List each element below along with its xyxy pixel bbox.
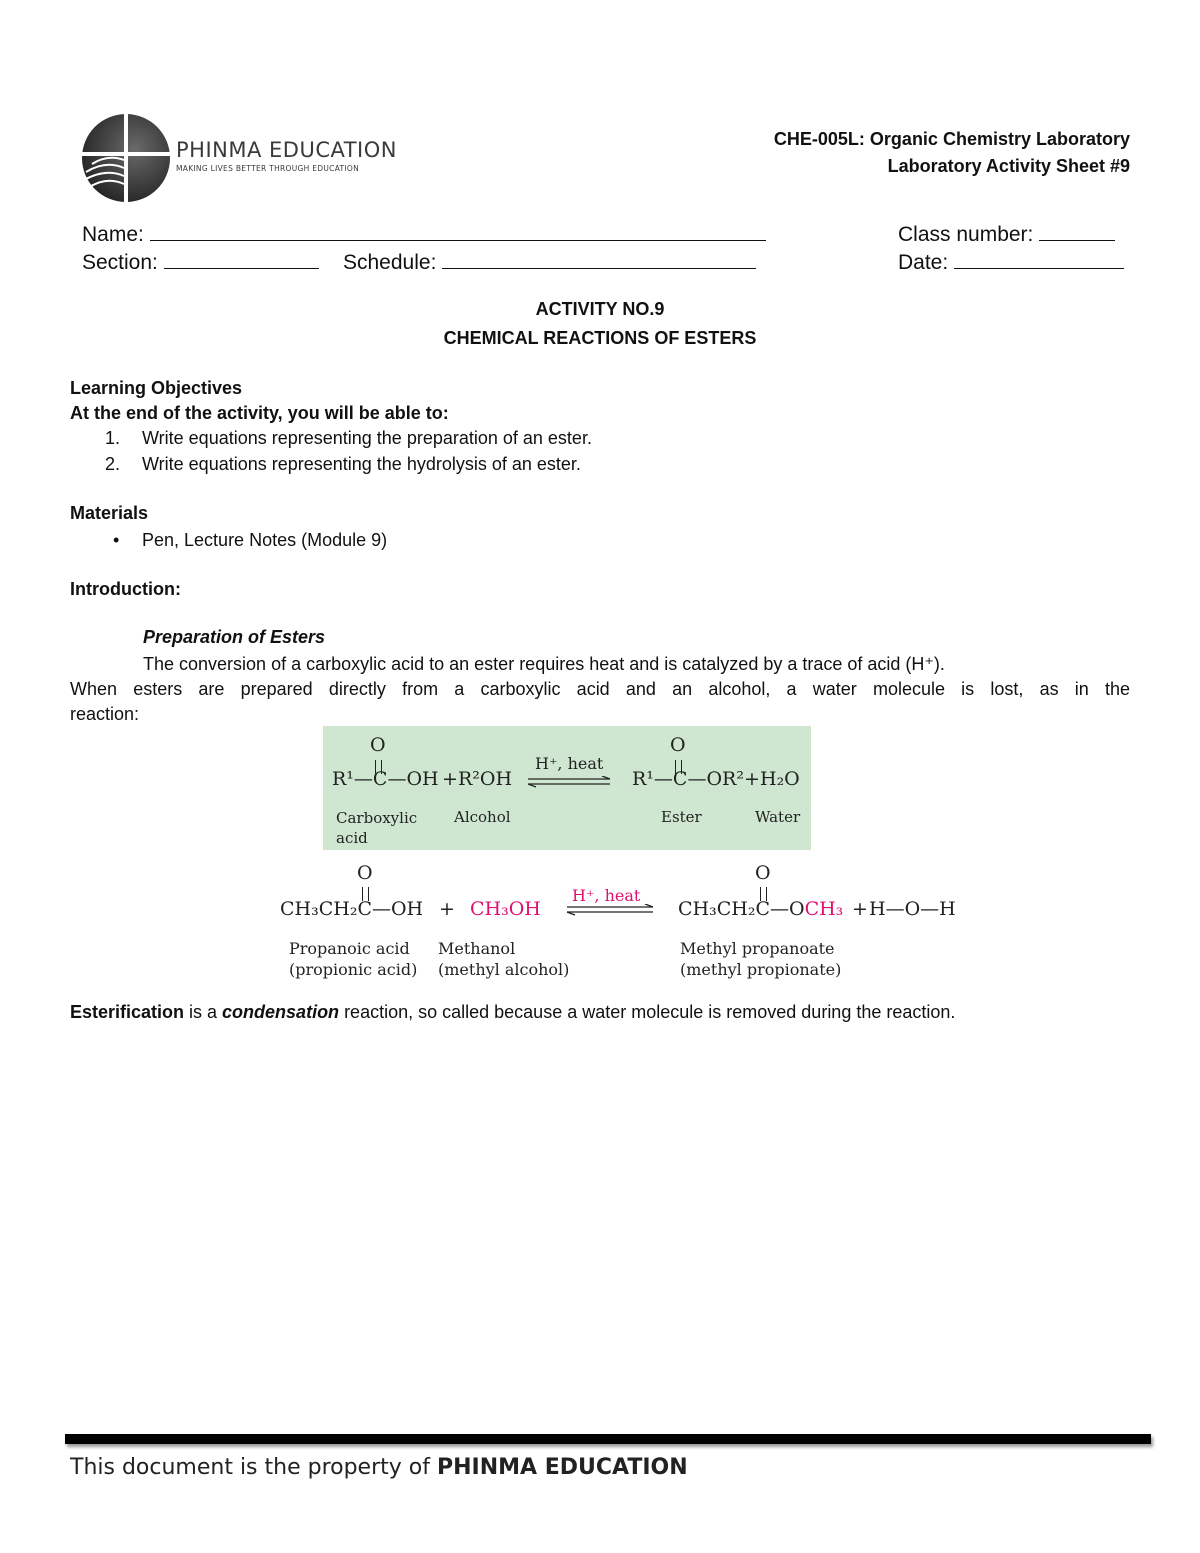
plus-sign: + xyxy=(442,768,458,790)
section-label: Section: xyxy=(82,251,158,274)
intro-paragraph-line-3: reaction: xyxy=(70,704,140,724)
esterification-statement: Esterification is a condensation reaction, so called because a water molecule is removed during the reaction. xyxy=(70,1002,956,1022)
logo-tagline: MAKING LIVES BETTER THROUGH EDUCATION xyxy=(176,164,360,173)
schedule-blank[interactable] xyxy=(442,248,756,269)
catalyst-label: H⁺, heat xyxy=(572,886,641,905)
product-ester: R¹—C—OR² xyxy=(632,768,744,790)
name-blank[interactable] xyxy=(150,220,766,241)
class-number-label: Class number: xyxy=(898,223,1034,246)
course-title: CHE-005L: Organic Chemistry Laboratory xyxy=(773,129,1130,149)
product-water: H—O—H xyxy=(869,898,956,920)
name-label: Name: xyxy=(82,223,144,246)
product-methyl-propanoate: CH₃CH₂C—OCH₃ xyxy=(678,898,844,920)
objective-text: Write equations representing the hydrolysis of an ester. xyxy=(142,454,581,474)
plus-sign: + xyxy=(852,898,868,920)
date-blank[interactable] xyxy=(954,248,1124,269)
objective-text: Write equations representing the preparation of an ester. xyxy=(142,428,592,448)
class-number-blank[interactable] xyxy=(1039,220,1115,241)
objective-item-2: 2. Write equations representing the hydrolysis of an ester. xyxy=(105,454,581,474)
date-label: Date: xyxy=(898,251,949,274)
label-carboxylic-acid: Carboxylic acid xyxy=(336,809,418,847)
general-esterification-equation xyxy=(323,726,811,850)
label-methanol: Methanol (methyl alcohol) xyxy=(438,939,570,979)
label-water: Water xyxy=(755,808,801,826)
carbonyl-oxygen: O xyxy=(357,862,373,884)
sheet-title: Laboratory Activity Sheet #9 xyxy=(887,156,1130,176)
schedule-label: Schedule: xyxy=(343,251,437,274)
product-water: H₂O xyxy=(760,768,800,790)
label-propanoic-acid: Propanoic acid (propionic acid) xyxy=(289,939,418,979)
materials-text: Pen, Lecture Notes (Module 9) xyxy=(142,530,388,550)
footer-owner: PHINMA EDUCATION xyxy=(436,1455,688,1480)
plus-sign: + xyxy=(439,898,455,920)
section-field xyxy=(82,248,319,275)
footer-ownership: This document is the property of PHINMA EDUCATION xyxy=(70,1455,688,1480)
section-blank[interactable] xyxy=(164,248,319,269)
intro-paragraph-line-1: The conversion of a carboxylic acid to an ester requires heat and is catalyzed by a trace of acid (H⁺). xyxy=(143,654,945,674)
class-number-field xyxy=(898,220,1115,247)
phinma-emblem-icon xyxy=(78,112,174,204)
intro-paragraph-line-2: When esters are prepared directly from a carboxylic acid and an alcohol, a water molecule is lost, as in the xyxy=(70,679,1130,699)
activity-number: ACTIVITY NO.9 xyxy=(535,299,665,319)
phinma-logo xyxy=(78,112,397,204)
name-field xyxy=(82,220,766,247)
equilibrium-arrow-icon xyxy=(526,776,612,788)
objectives-heading: Learning Objectives xyxy=(70,378,243,398)
activity-title: CHEMICAL REACTIONS OF ESTERS xyxy=(443,328,757,348)
carbonyl-oxygen: O xyxy=(755,862,771,884)
objective-item-1: 1. Write equations representing the preparation of an ester. xyxy=(105,428,592,448)
label-alcohol: Alcohol xyxy=(454,808,511,826)
carbonyl-oxygen: O xyxy=(370,734,386,756)
condensation-term: condensation xyxy=(222,1002,340,1022)
reactant-methanol: CH₃OH xyxy=(470,898,541,920)
equilibrium-arrow-icon xyxy=(565,904,655,916)
objectives-intro: At the end of the activity, you will be able to: xyxy=(70,403,449,423)
date-field xyxy=(898,248,1124,275)
document-header xyxy=(774,126,1130,180)
reactant-alcohol: R²OH xyxy=(458,768,513,790)
materials-item xyxy=(113,528,387,553)
carbonyl-oxygen: O xyxy=(670,734,686,756)
preparation-subheading: Preparation of Esters xyxy=(143,627,326,647)
reactant-propanoic-acid: CH₃CH₂C—OH xyxy=(280,898,424,920)
footer-divider xyxy=(65,1434,1151,1444)
propanoic-acid-esterification-equation xyxy=(280,860,980,985)
label-ester: Ester xyxy=(661,808,702,826)
catalyst-label: H⁺, heat xyxy=(535,754,604,773)
plus-sign: + xyxy=(744,768,760,790)
reactant-carboxylic-acid: R¹—C—OH xyxy=(332,768,439,790)
esterification-term: Esterification xyxy=(70,1002,185,1022)
label-methyl-propanoate: Methyl propanoate (methyl propionate) xyxy=(680,939,842,979)
logo-wordmark: PHINMA EDUCATION xyxy=(176,138,397,162)
materials-heading: Materials xyxy=(70,503,149,523)
introduction-heading: Introduction: xyxy=(70,579,181,599)
bullet-icon: • xyxy=(113,530,120,550)
schedule-field xyxy=(343,248,756,275)
